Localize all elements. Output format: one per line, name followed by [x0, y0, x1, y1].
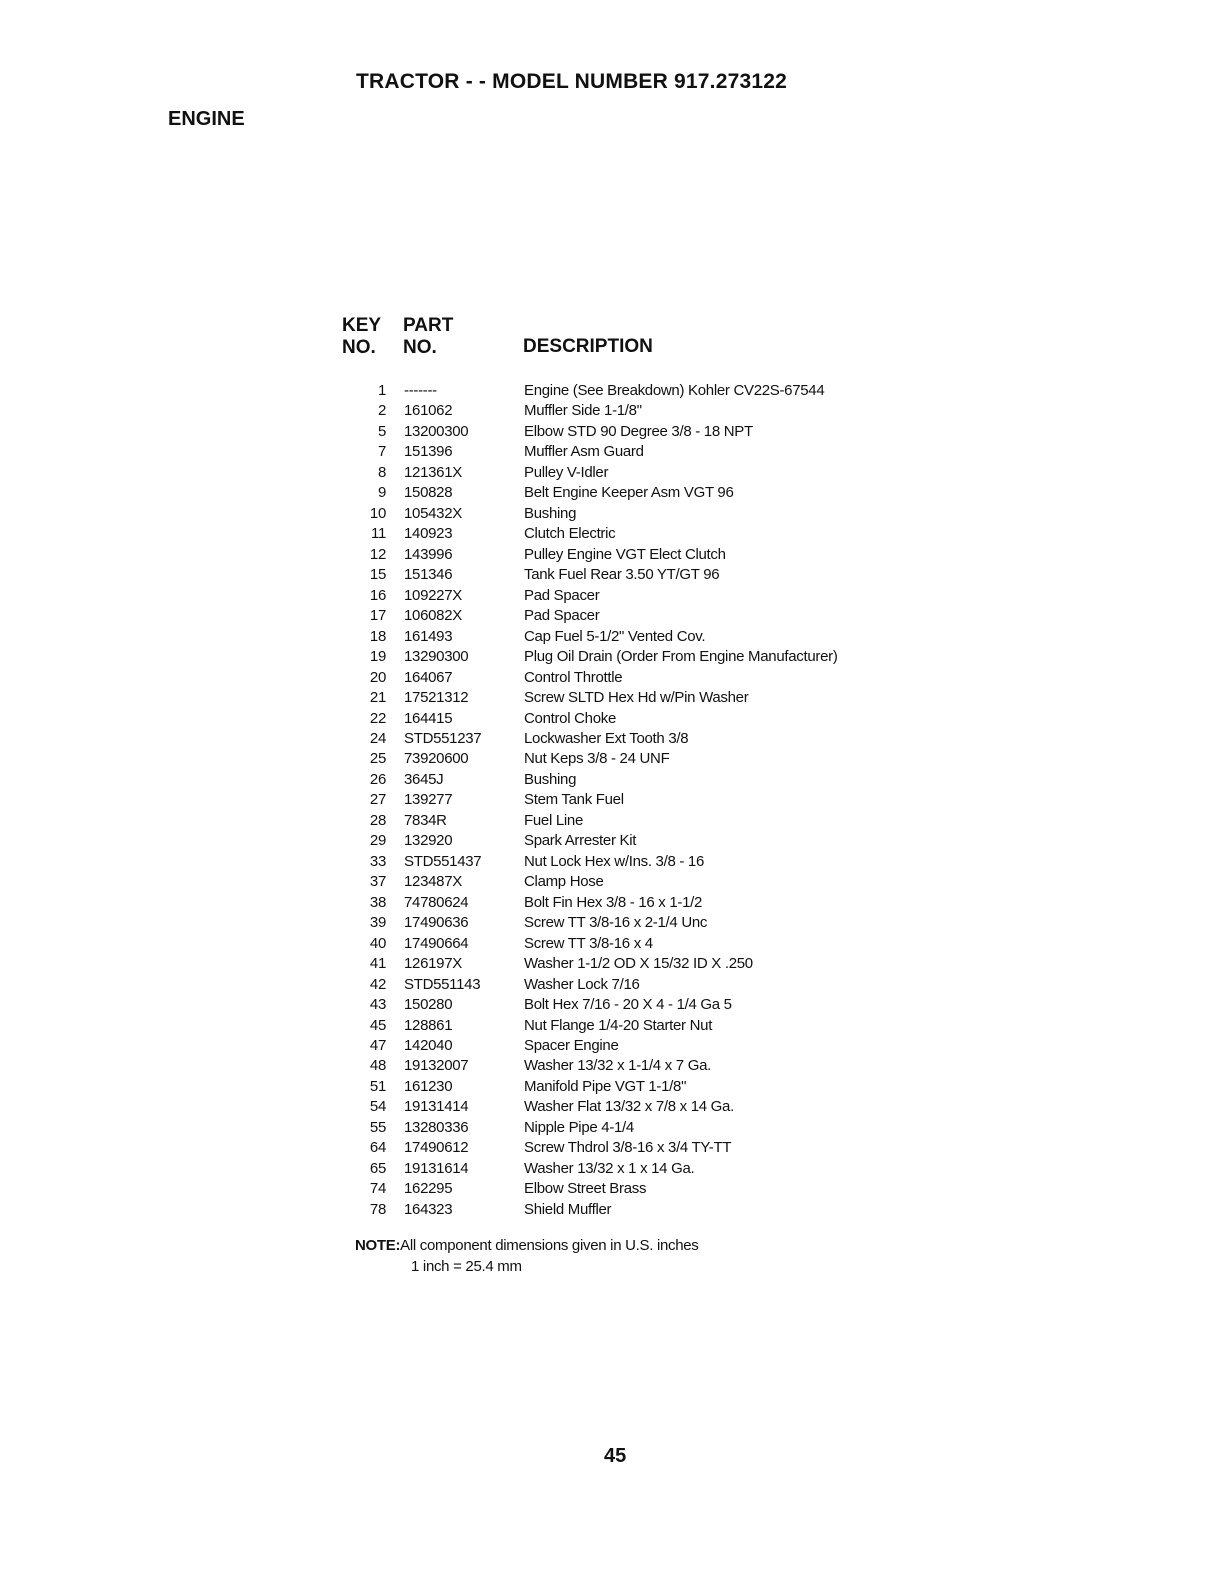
part-no-header: [403, 315, 453, 359]
table-row: [330, 1118, 930, 1138]
description-cell: Tank Fuel Rear 3.50 YT/GT 96: [524, 566, 720, 584]
key-no-cell: 28: [369, 811, 386, 829]
key-no-cell: 39: [369, 914, 386, 932]
key-no-cell: 24: [369, 729, 386, 747]
part-no-cell: 143996: [404, 545, 453, 563]
part-no-cell: 140923: [404, 525, 453, 543]
key-no-cell: 37: [369, 873, 386, 891]
description-cell: Washer 13/32 x 1-1/4 x 7 Ga.: [524, 1057, 711, 1075]
key-no-cell: 55: [369, 1118, 386, 1136]
description-cell: Spark Arrester Kit: [524, 832, 637, 850]
note-line1: [355, 1235, 699, 1256]
table-row: [330, 422, 930, 442]
table-row: [330, 975, 930, 995]
table-row: [330, 483, 930, 503]
table-row: [330, 893, 930, 913]
key-no-cell: 29: [369, 832, 386, 850]
description-cell: Stem Tank Fuel: [524, 791, 624, 809]
key-no-cell: 33: [369, 852, 386, 870]
key-no-cell: 9: [377, 484, 386, 502]
part-no-cell: 17490636: [404, 914, 469, 932]
table-row: [330, 647, 930, 667]
table-row: [330, 729, 930, 749]
part-no-cell: 123487X: [404, 873, 462, 891]
description-cell: Muffler Asm Guard: [524, 443, 644, 461]
note: [355, 1235, 699, 1277]
part-no-cell: 17521312: [404, 689, 469, 707]
table-row: [330, 1016, 930, 1036]
part-no-header-line1: PART: [403, 315, 454, 336]
part-no-cell: 128861: [404, 1016, 453, 1034]
key-no-cell: 42: [369, 975, 386, 993]
description-cell: Nut Flange 1/4-20 Starter Nut: [524, 1016, 713, 1034]
description-cell: Bushing: [524, 504, 577, 522]
key-no-cell: 1: [377, 382, 386, 399]
table-row: [330, 770, 930, 790]
description-cell: Elbow Street Brass: [524, 1180, 647, 1198]
key-no-cell: 27: [369, 791, 386, 809]
part-no-cell: 139277: [404, 791, 453, 809]
note-text: All component dimensions given in U.S. inches: [400, 1237, 699, 1254]
key-no-cell: 74: [369, 1180, 386, 1198]
description-header: DESCRIPTION: [523, 336, 653, 357]
key-no-cell: 12: [369, 545, 386, 563]
description-cell: Screw TT 3/8-16 x 4: [524, 934, 653, 952]
part-no-cell: 105432X: [404, 504, 462, 522]
description-cell: Washer Lock 7/16: [524, 975, 640, 993]
part-no-cell: 106082X: [404, 607, 462, 625]
key-no-cell: 11: [371, 525, 386, 543]
part-no-cell: 126197X: [404, 955, 462, 973]
part-no-cell: STD551143: [404, 975, 481, 993]
part-no-cell: 164323: [404, 1200, 453, 1218]
table-row: [330, 1179, 930, 1199]
table-row: [330, 1138, 930, 1158]
part-no-cell: 13290300: [404, 648, 469, 666]
part-no-cell: 19131414: [404, 1098, 469, 1116]
part-no-cell: 164415: [404, 709, 453, 727]
table-row: [330, 954, 930, 974]
part-no-cell: 17490664: [404, 934, 469, 952]
table-row: [330, 934, 930, 954]
description-cell: Pad Spacer: [524, 586, 600, 604]
key-no-cell: 22: [369, 709, 386, 727]
part-no-cell: 73920600: [404, 750, 469, 768]
table-row: [330, 1056, 930, 1076]
note-line2: 1 inch = 25.4 mm: [411, 1258, 522, 1275]
table-row: [330, 811, 930, 831]
key-no-cell: 5: [377, 422, 386, 440]
key-no-cell: 10: [369, 504, 386, 522]
description-cell: Washer Flat 13/32 x 7/8 x 14 Ga.: [524, 1098, 734, 1116]
description-cell: Manifold Pipe VGT 1-1/8": [524, 1077, 687, 1095]
part-no-cell: 142040: [404, 1037, 453, 1054]
section-title: ENGINE: [168, 108, 245, 130]
description-cell: Lockwasher Ext Tooth 3/8: [524, 729, 689, 747]
part-no-cell: 13200300: [404, 422, 469, 440]
key-no-cell: 64: [369, 1139, 386, 1157]
part-no-cell: 161062: [404, 402, 453, 420]
key-no-cell: 20: [369, 668, 386, 686]
description-cell: Pad Spacer: [524, 607, 600, 625]
key-no-cell: 51: [369, 1077, 386, 1095]
table-row: [330, 852, 930, 872]
description-cell: Nut Keps 3/8 - 24 UNF: [524, 750, 670, 768]
part-no-cell: 161230: [404, 1077, 453, 1095]
key-no-cell: 8: [377, 463, 386, 481]
table-row: [330, 1036, 930, 1056]
description-cell: Belt Engine Keeper Asm VGT 96: [524, 484, 734, 502]
key-no-cell: 40: [369, 934, 386, 952]
table-row: [330, 790, 930, 810]
table-row: [330, 442, 930, 462]
key-no-cell: 48: [369, 1057, 386, 1075]
part-no-cell: 19131614: [404, 1159, 469, 1177]
description-cell: Engine (See Breakdown) Kohler CV22S-67544: [524, 382, 825, 399]
table-row: [330, 606, 930, 626]
description-cell: Fuel Line: [524, 811, 584, 829]
part-no-cell: 151346: [404, 566, 453, 584]
part-no-cell: 161493: [404, 627, 453, 645]
part-no-cell: 151396: [404, 443, 453, 461]
table-row: [330, 709, 930, 729]
key-no-cell: 2: [377, 402, 386, 420]
key-no-cell: 25: [369, 750, 386, 768]
description-cell: Pulley Engine VGT Elect Clutch: [524, 545, 726, 563]
table-row: [330, 627, 930, 647]
description-cell: Clamp Hose: [524, 873, 604, 891]
key-no-header-line1: KEY: [342, 315, 382, 336]
table-row: [330, 381, 930, 401]
key-no-cell: 38: [369, 893, 386, 911]
table-row: [330, 504, 930, 524]
part-no-cell: STD551437: [404, 852, 482, 870]
part-no-cell: 17490612: [404, 1139, 469, 1157]
table-row: [330, 401, 930, 421]
page-number: 45: [604, 1445, 627, 1467]
description-cell: Bushing: [524, 770, 577, 788]
table-row: [330, 668, 930, 688]
key-no-cell: 19: [369, 648, 386, 666]
key-no-cell: 15: [369, 566, 386, 584]
description-cell: Elbow STD 90 Degree 3/8 - 18 NPT: [524, 422, 753, 440]
part-no-cell: 7834R: [404, 811, 447, 829]
description-cell: Bolt Hex 7/16 - 20 X 4 - 1/4 Ga 5: [524, 996, 732, 1014]
note-label: NOTE:: [355, 1237, 401, 1254]
table-row: [330, 913, 930, 933]
description-cell: Washer 13/32 x 1 x 14 Ga.: [524, 1159, 695, 1177]
description-cell: Clutch Electric: [524, 525, 616, 543]
table-row: [330, 1159, 930, 1179]
part-no-cell: 74780624: [404, 893, 469, 911]
description-cell: Pulley V-Idler: [524, 463, 609, 481]
key-no-cell: 78: [369, 1200, 386, 1218]
table-row: [330, 995, 930, 1015]
description-cell: Screw SLTD Hex Hd w/Pin Washer: [524, 689, 749, 707]
key-no-cell: 21: [369, 689, 386, 707]
part-no-cell: 164067: [404, 668, 453, 686]
table-row: [330, 463, 930, 483]
description-cell: Nut Lock Hex w/Ins. 3/8 - 16: [524, 852, 705, 870]
part-no-cell: -------: [404, 382, 437, 399]
description-cell: Control Choke: [524, 709, 616, 727]
part-no-cell: 19132007: [404, 1057, 469, 1075]
part-no-header-line2: NO.: [403, 337, 437, 358]
key-no-cell: 41: [369, 955, 386, 973]
part-no-cell: 3645J: [404, 770, 444, 788]
key-no-cell: 16: [369, 586, 386, 604]
description-cell: Nipple Pipe 4-1/4: [524, 1118, 634, 1136]
description-cell: Shield Muffler: [524, 1200, 612, 1218]
table-row: [330, 586, 930, 606]
description-cell: Plug Oil Drain (Order From Engine Manufacturer): [524, 648, 838, 666]
description-cell: Bolt Fin Hex 3/8 - 16 x 1-1/2: [524, 893, 703, 911]
table-row: [330, 565, 930, 585]
part-no-cell: 162295: [404, 1180, 453, 1198]
table-row: [330, 872, 930, 892]
key-no-cell: 7: [377, 443, 386, 461]
description-cell: Muffler Side 1-1/8": [524, 402, 642, 420]
table-row: [330, 545, 930, 565]
description-cell: Screw TT 3/8-16 x 2-1/4 Unc: [524, 914, 708, 932]
key-no-cell: 45: [369, 1016, 386, 1034]
description-cell: Washer 1-1/2 OD X 15/32 ID X .250: [524, 955, 753, 973]
key-no-cell: 17: [369, 607, 386, 625]
key-no-cell: 26: [369, 770, 386, 788]
description-cell: Control Throttle: [524, 668, 623, 686]
page-title: TRACTOR - - MODEL NUMBER 917.273122: [356, 70, 787, 93]
description-cell: Screw Thdrol 3/8-16 x 3/4 TY-TT: [524, 1139, 732, 1157]
table-row: [330, 749, 930, 769]
key-no-cell: 18: [369, 627, 386, 645]
description-cell: Spacer Engine: [524, 1037, 619, 1054]
part-no-cell: 109227X: [404, 586, 462, 604]
part-no-cell: 150828: [404, 484, 453, 502]
key-no-cell: 54: [369, 1098, 386, 1116]
table-row: [330, 1200, 930, 1220]
parts-list: [330, 381, 930, 1220]
part-no-cell: 132920: [404, 832, 453, 850]
key-no-header-line2: NO.: [342, 337, 376, 358]
table-row: [330, 1077, 930, 1097]
table-row: [330, 831, 930, 851]
part-no-cell: STD551237: [404, 729, 482, 747]
part-no-cell: 150280: [404, 996, 453, 1014]
key-no-header: [342, 315, 381, 359]
key-no-cell: 47: [369, 1037, 386, 1054]
part-no-cell: 13280336: [404, 1118, 469, 1136]
description-cell: Cap Fuel 5-1/2" Vented Cov.: [524, 627, 706, 645]
table-row: [330, 688, 930, 708]
table-row: [330, 1097, 930, 1117]
key-no-cell: 43: [369, 996, 386, 1014]
part-no-cell: 121361X: [404, 463, 462, 481]
table-row: [330, 524, 930, 544]
key-no-cell: 65: [369, 1159, 386, 1177]
